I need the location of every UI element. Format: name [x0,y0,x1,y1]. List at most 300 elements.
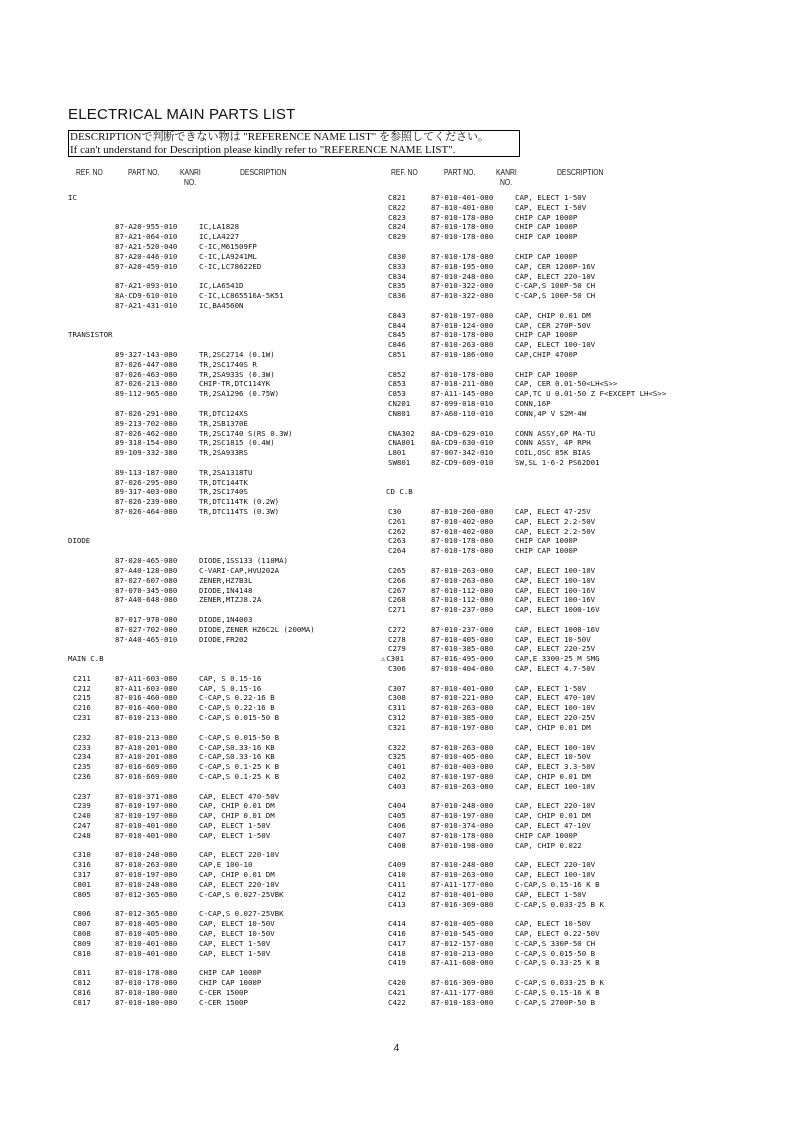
part-no-cell [115,222,177,232]
ref-no-cell [388,399,410,409]
part-no-cell [431,370,493,380]
cell-text: CAP,E 100-10 [199,860,253,870]
part-row [386,321,786,331]
part-no-cell [115,693,177,703]
ref-no-cell [73,968,91,978]
part-no-cell [431,262,493,272]
part-row [386,841,786,851]
part-no-cell [431,252,493,262]
ref-no-cell [388,684,406,694]
cell-text: C809 [73,938,91,948]
description-cell [515,743,595,753]
cell-text: C830 [388,251,406,261]
part-row [386,968,786,978]
part-no-cell [115,850,177,860]
part-no-cell [431,330,493,340]
part-no-cell [115,909,177,919]
part-row [386,379,786,389]
ref-no-cell [73,988,91,998]
cell-text: CAP, ELECT 1-50V [515,889,587,899]
description-cell [199,301,244,311]
cell-text: 87-010-401-080 [115,938,178,948]
ref-no-cell [388,566,406,576]
description-cell [515,517,595,527]
ref-no-cell [388,193,406,203]
part-no-cell [115,880,177,890]
cell-text: 87-016-669-080 [115,762,178,772]
ref-no-cell [388,841,406,851]
cell-text: C-CAP,S 0.1-25 K B [199,762,280,772]
cell-text: C-IC,LC78622ED [199,261,262,271]
part-no-cell [431,458,493,468]
cell-text: TR,DTC124XS [199,408,248,418]
description-cell [199,850,279,860]
part-no-cell [431,625,493,635]
ref-no-cell [73,713,91,723]
part-row [386,556,786,566]
cell-text: C404 [388,801,406,811]
part-row [68,566,378,576]
description-cell [199,409,248,419]
cell-text: C-VARI-CAP,HVU202A [199,565,280,575]
cell-text: C806 [73,909,91,919]
description-cell [199,281,244,291]
header-description: DESCRIPTION [557,168,604,177]
cell-text: 87-010-213-080 [431,948,494,958]
cell-text: 89-113-187-080 [115,467,178,477]
cell-text: CN801 [388,408,411,418]
part-row [68,782,378,792]
description-cell [199,684,261,694]
cell-text: TRANSISTOR [68,330,113,340]
cell-text: 87-026-239-080 [115,497,178,507]
description-cell [515,654,600,664]
part-row [68,733,378,743]
description-cell [515,998,595,1008]
part-row [386,507,786,517]
cell-text: CONN,16P [515,399,551,409]
ref-no-cell [388,527,406,537]
part-row [68,399,378,409]
part-row [386,546,786,556]
part-no-cell [431,801,493,811]
description-cell [199,595,261,605]
cell-text: CAP, CHIP 0.01 DM [199,870,275,880]
part-row [68,536,378,546]
part-row [68,291,378,301]
part-row [386,262,786,272]
cell-text: C211 [73,673,91,683]
part-row [68,262,378,272]
part-row [386,595,786,605]
header-ref-no: REF. NO [391,168,418,177]
part-row [68,458,378,468]
cell-text: 87-A10-201-080 [115,752,178,762]
cell-text: 87-010-178-080 [115,968,178,978]
cell-text: 87-010-401-080 [115,830,178,840]
ref-no-cell [388,438,415,448]
ref-no-cell [388,252,406,262]
cell-text: C823 [388,212,406,222]
cell-text: 87-010-197-080 [115,870,178,880]
cell-text: 87-017-978-080 [115,614,178,624]
part-no-cell [431,272,493,282]
cell-text: 87-010-213-080 [115,732,178,742]
description-cell [199,870,275,880]
part-no-cell [431,379,493,389]
cell-text: CHIP CAP 1000P [199,968,262,978]
ref-no-cell [388,340,406,350]
cell-text: 87-070-345-080 [115,585,178,595]
cell-text: C267 [388,585,406,595]
ref-no-cell [73,772,91,782]
ref-no-cell [388,586,406,596]
part-row [386,693,786,703]
cell-text: 87-010-385-080 [431,644,494,654]
part-no-cell [431,507,493,517]
description-cell [515,919,591,929]
cell-text: ZENER,HZ7B3L [199,575,253,585]
ref-no-cell [73,850,91,860]
part-row [68,487,378,497]
cell-text: C231 [73,713,91,723]
ref-no-cell [388,664,406,674]
part-no-cell [115,291,177,301]
ref-no-cell [388,644,406,654]
part-no-cell [115,438,177,448]
part-row [386,291,786,301]
part-row [386,497,786,507]
ref-no-cell [73,792,91,802]
part-row [68,252,378,262]
ref-no-cell [388,546,406,556]
cell-text: 87-010-198-080 [431,840,494,850]
description-cell [515,379,617,389]
cell-text: C417 [388,938,406,948]
cell-text: CAP, CHIP 0.01 DM [199,811,275,821]
cell-text: DIODE,ZENER HZ6C2L (200MA) [199,624,315,634]
cell-text: IC,LA4227 [199,232,240,242]
description-cell [199,743,275,753]
cell-text: C322 [388,742,406,752]
description-cell [199,919,275,929]
cell-text: CHIP CAP 1000P [515,222,578,232]
part-row [386,890,786,900]
part-row [68,743,378,753]
part-row [386,360,786,370]
cell-text: CHIP CAP 1000P [515,536,578,546]
part-row [386,801,786,811]
description-cell [515,291,595,301]
cell-text: TR,2SC1740S R [199,359,257,369]
description-cell [199,242,257,252]
notice-line-english: If can't understand for Description please kindly refer to "REFERENCE NAME LIST". [70,143,456,156]
description-cell [515,831,577,841]
cell-text: C816 [73,987,91,997]
part-no-cell [431,586,493,596]
description-cell [515,232,577,242]
cell-text: 87-007-342-010 [431,448,494,458]
ref-no-cell [73,674,91,684]
part-row [68,242,378,252]
cell-text: 89-109-332-380 [115,448,178,458]
part-row [386,448,786,458]
part-no-cell [431,438,493,448]
part-no-cell [431,595,493,605]
part-row [386,615,786,625]
cell-text: CAP, ELECT 100-10V [515,742,596,752]
cell-text: C262 [388,526,406,536]
cell-text: C405 [388,811,406,821]
cell-text: CN201 [388,399,411,409]
cell-text: C310 [73,850,91,860]
cell-text: C420 [388,978,406,987]
ref-no-cell [73,880,91,890]
cell-text: 87-010-248-080 [431,801,494,811]
cell-text: C412 [388,889,406,899]
cell-text: 87-010-405-080 [115,928,178,938]
description-cell [199,752,275,762]
part-no-cell [431,193,493,203]
part-row [386,272,786,282]
cell-text: DIODE,1SS133 (110MA) [199,556,288,566]
part-row [68,438,378,448]
cell-text: 87-010-112-080 [431,595,494,605]
part-no-cell [115,370,177,380]
cell-text: CAP, CHIP 0.022 [515,840,582,850]
part-row [68,203,378,213]
cell-text: CAP, S 0.15-16 [199,673,262,683]
ref-no-cell [73,762,91,772]
cell-text: CAP, CHIP 0.01 DM [515,771,591,781]
cell-text: CAP, ELECT 10-50V [515,752,591,762]
part-row [68,831,378,841]
part-no-cell [115,625,177,635]
part-no-cell [115,743,177,753]
cell-text: 8A-CD9-630-010 [431,438,494,448]
cell-text: 87-010-213-080 [115,713,178,723]
part-no-cell [431,723,493,733]
section-heading [68,330,113,340]
cell-text: 87-010-401-080 [431,193,494,202]
cell-text: 89-318-154-080 [115,438,178,448]
cell-text: TR,2SA933S (0.3W) [199,369,275,379]
cell-text: CAP, CER 270P-50V [515,320,591,330]
description-cell [199,949,270,959]
part-row [68,517,378,527]
cell-text: 87-018-124-080 [431,320,494,330]
cell-text: C265 [388,565,406,575]
part-row [386,919,786,929]
cell-text: C410 [388,870,406,880]
description-cell [515,900,604,910]
part-row [386,605,786,615]
description-cell [199,968,261,978]
cell-text: C419 [388,958,406,968]
cell-text: CAP, ELECT 2.2-50V [515,526,596,536]
description-cell [515,330,577,340]
cell-text: CAP, ELECT 1-50V [199,830,271,840]
cell-text: TR,2SA1296 (0.75W) [199,389,280,399]
part-no-cell [431,713,493,723]
part-row [68,900,378,910]
ref-no-cell [73,752,91,762]
cell-text: CAP, ELECT 47-10V [515,821,591,830]
cell-text: CAP, ELECT 10-50V [515,919,591,929]
part-no-cell [115,752,177,762]
part-row [68,576,378,586]
cell-text: 87-026-213-080 [115,379,178,389]
cell-text: 87-010-197-080 [431,722,494,732]
cell-text: CNA801 [388,438,415,448]
part-row [68,713,378,723]
ref-no-cell [388,232,406,242]
part-row [386,576,786,586]
description-cell [515,625,600,635]
part-no-cell [115,821,177,831]
cell-text: C-CAP,S 0.015-50 B [199,732,280,742]
ref-no-cell [388,723,406,733]
part-no-cell [115,360,177,370]
cell-text: C-CAP,S 330P-50 CH [515,938,596,948]
description-cell [515,527,595,537]
cell-text: 87-A40-128-080 [115,565,178,575]
part-no-cell [431,880,493,890]
description-cell [515,193,586,203]
part-no-cell [115,566,177,576]
part-row [386,419,786,429]
cell-text: C272 [388,624,406,634]
cell-text: C261 [388,516,406,526]
description-cell [199,507,279,517]
cell-text: 87-A40-465-010 [115,634,178,644]
part-row [68,379,378,389]
description-cell [515,311,591,321]
cell-text: 87-010-405-080 [431,919,494,929]
cell-text: C240 [73,811,91,821]
cell-text: C421 [388,987,406,997]
part-no-cell [431,222,493,232]
part-row [386,429,786,439]
part-no-cell [115,350,177,360]
cell-text: C805 [73,889,91,899]
description-cell [199,556,288,566]
part-no-cell [115,615,177,625]
part-no-cell [115,801,177,811]
cell-text: 87-010-248-080 [115,850,178,860]
description-cell [515,978,604,988]
cell-text: 8A-CD9-629-010 [431,428,494,438]
part-row [68,919,378,929]
part-no-cell [115,870,177,880]
part-row [68,556,378,566]
part-row [68,978,378,988]
ref-no-cell [388,625,406,635]
description-cell [199,232,239,242]
part-no-cell [431,399,493,409]
description-cell [199,262,261,272]
header-kanri-no: NO. [500,178,513,187]
cell-text: CAP, ELECT 100-10V [515,575,596,585]
cell-text: SW,SL 1-6-2 PS62D01 [515,457,600,467]
ref-no-cell [388,811,406,821]
description-cell [199,586,252,596]
ref-no-cell [388,821,406,831]
description-cell [515,409,586,419]
cell-text: C271 [388,605,406,615]
cell-text: CONN ASSY,6P MA-TU [515,428,596,438]
cell-text: C-CAP,S 100P-50 CH [515,291,596,301]
ref-no-cell [388,517,406,527]
description-cell [199,772,279,782]
part-row [68,929,378,939]
part-no-cell [115,468,177,478]
cell-text: 87-010-263-080 [115,860,178,870]
part-row [386,301,786,311]
part-no-cell [115,429,177,439]
part-row [381,654,786,664]
description-cell [199,468,252,478]
cell-text: CAP, CHIP 0.01 DM [515,811,591,821]
part-no-cell [115,890,177,900]
description-cell [199,448,248,458]
cell-text: CAP, ELECT 1000-16V [515,624,600,634]
description-cell [199,811,275,821]
cell-text: 87-010-402-080 [431,526,494,536]
cell-text: CAP, CHIP 0.01 DM [515,310,591,320]
ref-no-cell [388,919,406,929]
part-no-cell [115,448,177,458]
part-no-cell [115,919,177,929]
part-no-cell [431,743,493,753]
cell-text: 87-010-248-080 [431,860,494,870]
part-row [68,841,378,851]
description-cell [515,586,595,596]
cell-text: IC [68,193,77,202]
page-title: ELECTRICAL MAIN PARTS LIST [68,106,296,123]
part-row [386,586,786,596]
part-row [68,222,378,232]
description-cell [199,693,275,703]
part-row [68,723,378,733]
part-row [386,772,786,782]
part-no-cell [115,389,177,399]
description-cell [199,487,248,497]
part-row [68,468,378,478]
cell-text: C-CAP,S 0.33-25 K B [515,958,600,968]
cell-text: C-CAP,S 0.033-25 B K [515,899,604,909]
cell-text: C215 [73,693,91,703]
cell-text: C418 [388,948,406,958]
ref-no-cell [388,595,406,605]
part-row [386,880,786,890]
part-no-cell [431,576,493,586]
cell-text: 87-010-374-080 [431,821,494,830]
part-row [386,821,786,831]
description-cell [199,801,275,811]
cell-text: CAP, ELECT 2.2-50V [515,516,596,526]
description-cell [199,566,279,576]
description-cell [515,448,591,458]
cell-text: 87-010-178-080 [431,212,494,222]
cell-text: 87-010-263-080 [431,340,494,350]
cell-text: CAP, ELECT 100-16V [515,595,596,605]
ref-no-cell [73,870,91,880]
ref-no-cell [388,311,406,321]
cell-text: CAP, CHIP 0.01 DM [515,722,591,732]
description-cell [199,222,239,232]
part-row [386,232,786,242]
